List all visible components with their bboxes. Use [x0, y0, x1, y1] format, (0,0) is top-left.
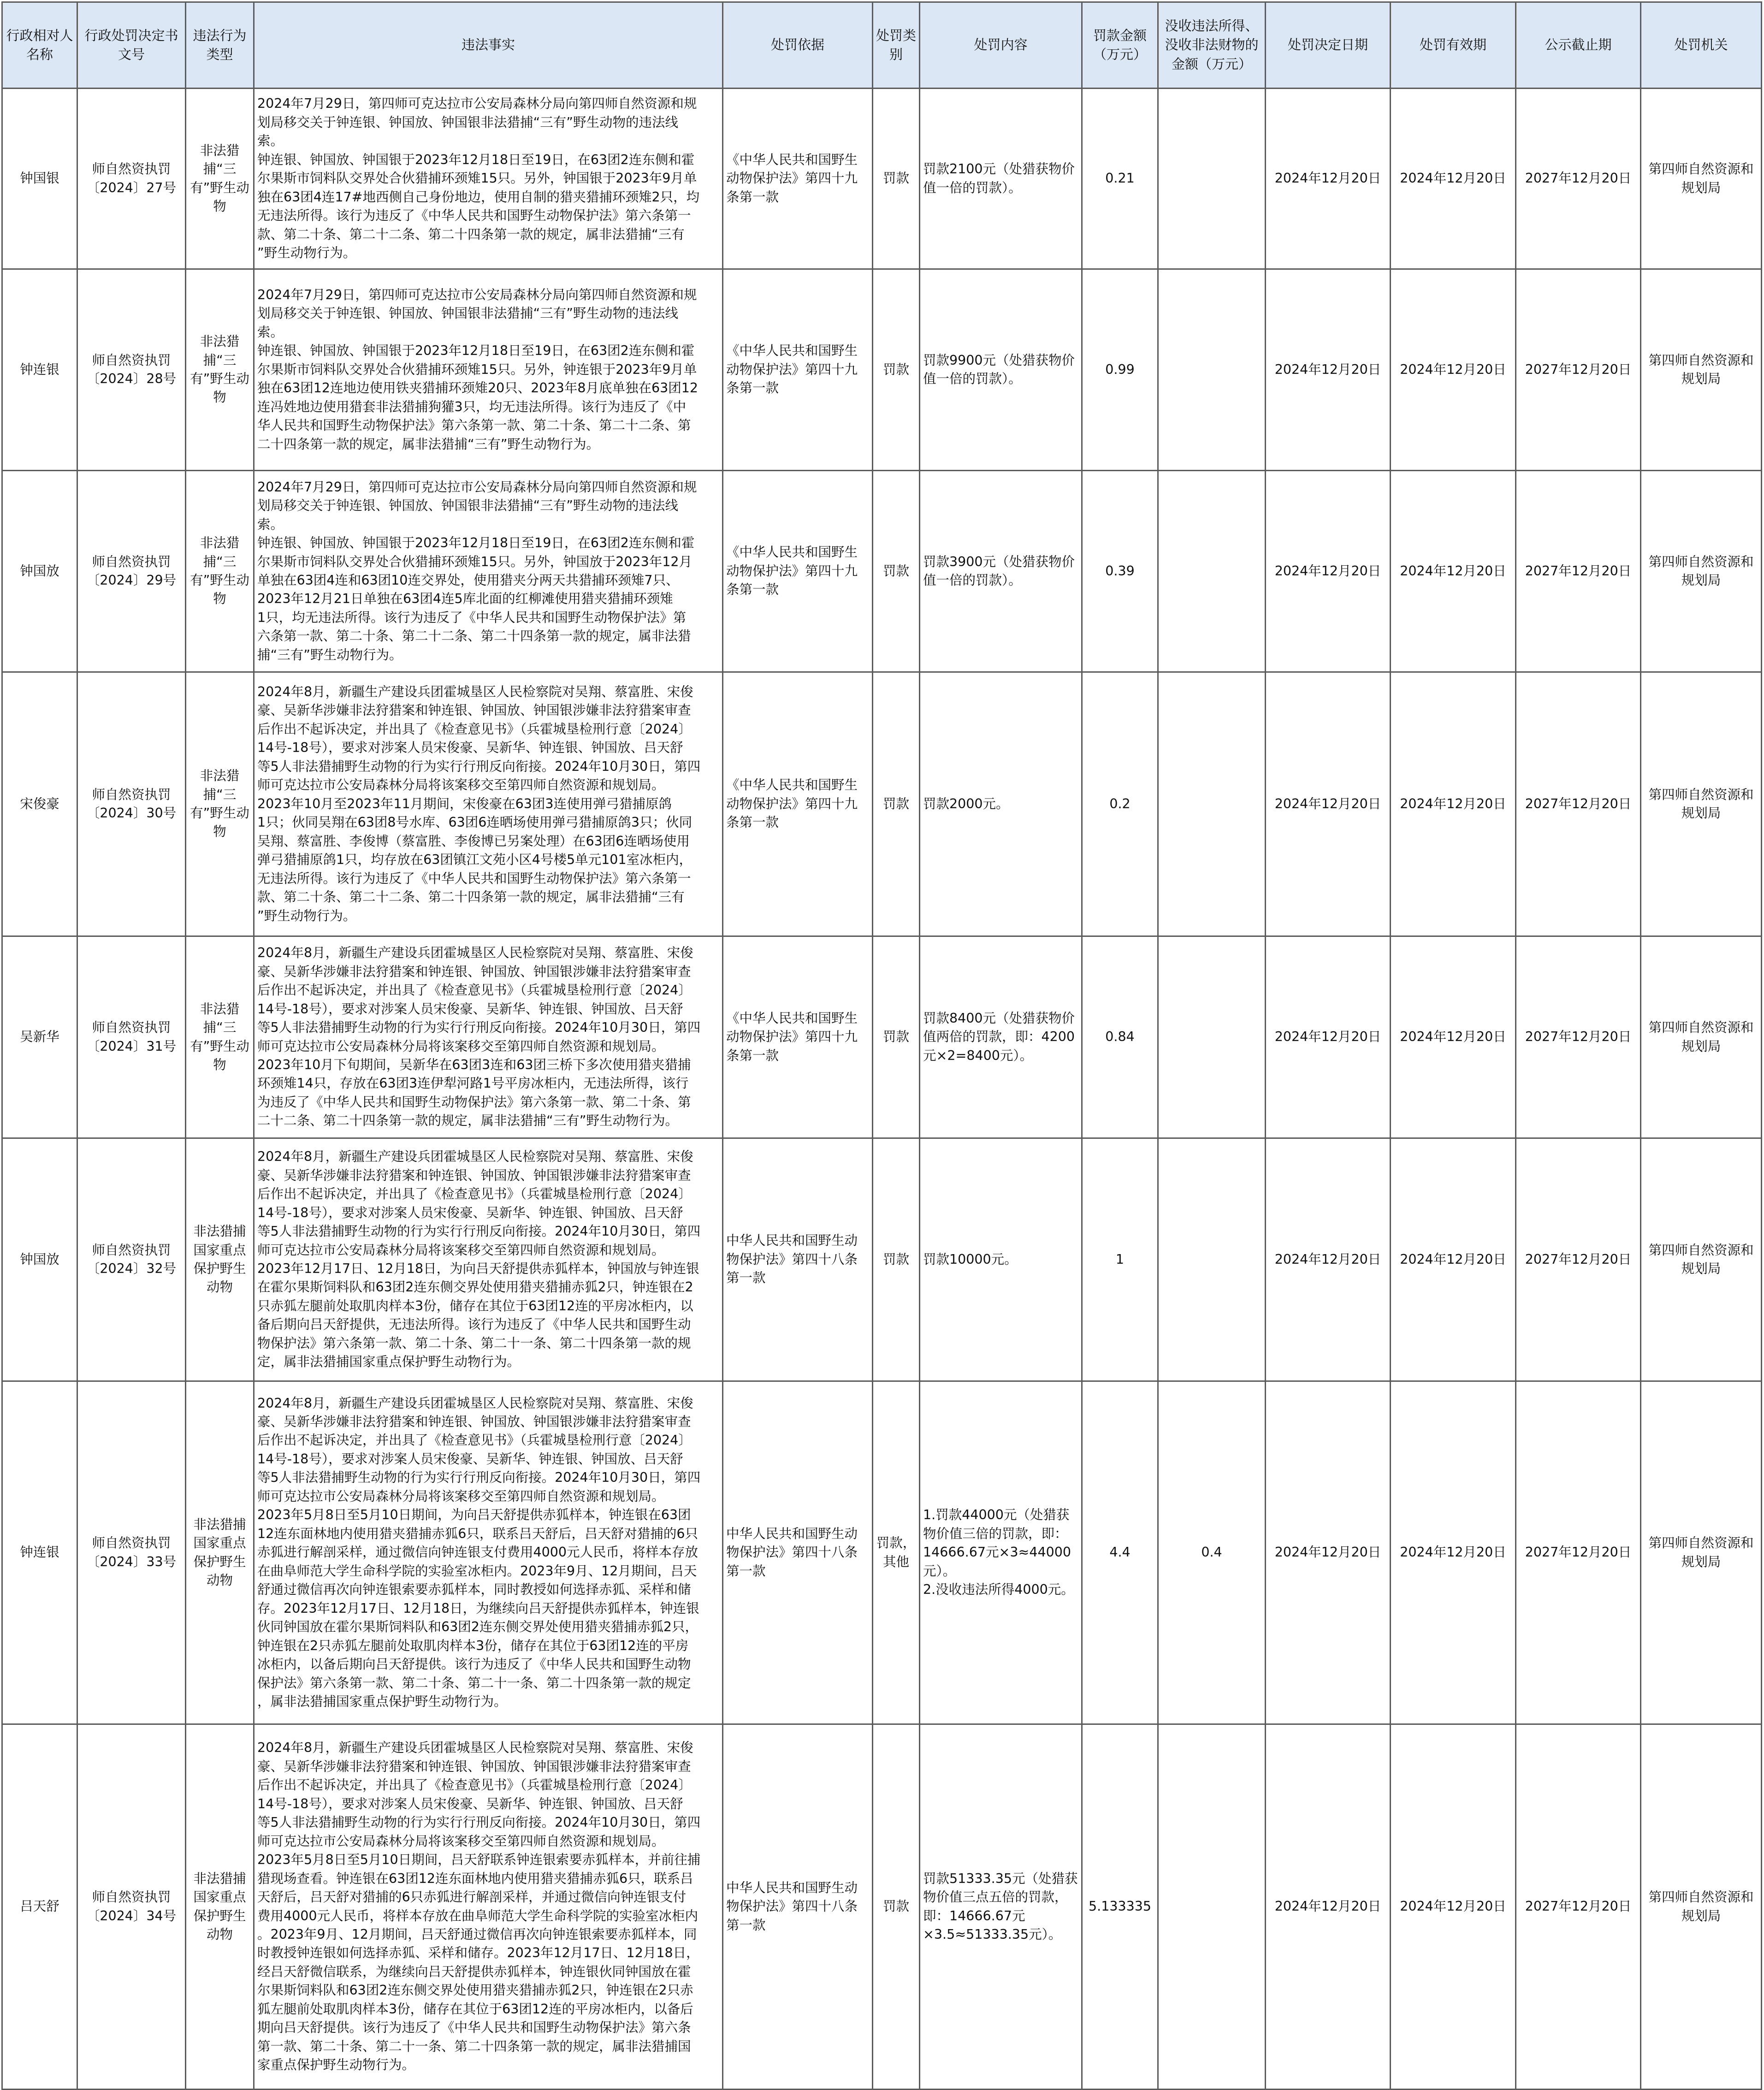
facts-line: 钟连银在2只赤狐左腿前处取肌肉样本3份，储存在其位于63团12连的平房	[257, 1638, 689, 1653]
valid-date-cell: 2024年12月20日	[1391, 1381, 1516, 1724]
facts-line: ”野生动物行为。	[257, 908, 356, 924]
facts-line: 在霍尔果斯饲料队和63团2连东侧交界处使用猎夹猎捕赤狐2只，钟连银在2	[257, 1279, 693, 1295]
violation-type-cell: 非法猎捕“三有”野生动物	[186, 269, 254, 471]
decision-doc-number-cell: 师自然资执罚〔2024〕28号	[77, 269, 186, 471]
facts-line: 冰柜内，以备后期向吕天舒提供。该行为违反了《中华人民共和国野生动物	[257, 1657, 691, 1672]
decision-date-cell: 2024年12月20日	[1266, 1138, 1391, 1381]
decision-date-cell: 2024年12月20日	[1266, 89, 1391, 269]
table-row	[2, 672, 1762, 936]
decision-date-cell: 2024年12月20日	[1266, 1724, 1391, 2090]
penalty-authority-cell: 第四师自然资源和规划局	[1641, 936, 1762, 1138]
decision-doc-number-cell: 师自然资执罚〔2024〕32号	[77, 1138, 186, 1381]
facts-line: 捕“三有”野生动物行为。	[257, 647, 403, 663]
facts-line: 后作出不起诉决定，并出具了《检查意见书》（兵霍城垦检刑行意〔2024〕	[257, 721, 692, 737]
penalty-basis-cell: 《中华人民共和国野生动物保护法》第四十九条第一款	[723, 936, 873, 1138]
facts-line: 2024年7月29日，第四师可克达拉市公安局森林分局向第四师自然资源和规	[257, 96, 697, 112]
penalty-basis-cell: 中华人民共和国野生动物保护法》第四十八条第一款	[723, 1724, 873, 2090]
facts-line: 豪、吴新华涉嫌非法狩猎案和钟连银、钟国放、钟国银涉嫌非法狩猎案审查	[257, 1167, 691, 1183]
facts-line: 等5人非法猎捕野生动物的行为实行行刑反向衔接。2024年10月30日，第四	[257, 1815, 701, 1830]
header-cell: 处罚机关	[1641, 2, 1762, 89]
facts-line: 12连东面林地内使用猎夹猎捕赤狐6只，联系吕天舒后，吕天舒对猎捕的6只	[257, 1526, 698, 1541]
penalty-content-cell: 罚款9900元（处猎获物价值一倍的罚款）。	[920, 269, 1082, 471]
facts-line: 狐左腿前处取肌肉样本3份，储存在其位于63团12连的平房冰柜内，以备后	[257, 2001, 693, 2017]
violation-type-cell: 非法猎捕国家重点保护野生动物	[186, 1138, 254, 1381]
confiscated-amount-cell: 0.4	[1158, 1381, 1266, 1724]
publicity-end-cell: 2027年12月20日	[1516, 936, 1641, 1138]
facts-line: 单独在63团4连和63团10连交界处，使用猎夹分两天共猎捕环颈雉7只、	[257, 573, 679, 588]
facts-line: 在曲阜师范大学生命科学院的实验室冰柜内。2023年9月、12月期间，吕天	[257, 1563, 697, 1579]
facts-line: 。2023年9月、12月期间，吕天舒通过微信再次向钟连银索要赤狐样本，同	[257, 1926, 697, 1942]
decision-date-cell: 2024年12月20日	[1266, 269, 1391, 471]
facts-line: 弹弓猎捕原鸽1只，均存放在63团镇江文苑小区4号楼5单元101室冰柜内，	[257, 852, 693, 868]
publicity-end-cell: 2027年12月20日	[1516, 471, 1641, 672]
publicity-end-cell: 2027年12月20日	[1516, 89, 1641, 269]
facts-line: 2023年10月下旬期间，吴新华在63团3连和63团三桥下多次使用猎夹猎捕	[257, 1057, 691, 1072]
party-name-cell: 钟连银	[2, 269, 77, 471]
facts-line: 师可克达拉市公安局森林分局将该案移交至第四师自然资源和规划局。	[257, 1488, 665, 1504]
penalty-content-cell: 罚款3900元（处猎获物价值一倍的罚款）。	[920, 471, 1082, 672]
header-cell: 处罚类别	[873, 2, 920, 89]
facts-line: 豪、吴新华涉嫌非法狩猎案和钟连银、钟国放、钟国银涉嫌非法狩猎案审查	[257, 703, 691, 718]
facts-line: 豪、吴新华涉嫌非法狩猎案和钟连银、钟国放、钟国银涉嫌非法狩猎案审查	[257, 964, 691, 979]
facts-line: 第一款、第二十条、第二十一条、第二十四条第一款的规定，属非法猎捕国	[257, 2038, 691, 2054]
facts-line: 期向吕天舒提供。该行为违反了《中华人民共和国野生动物保护法》第六条	[257, 2020, 691, 2036]
facts-line: 吴翔、蔡富胜、李俊博（蔡富胜、李俊博已另案处理）在63团6连晒场使用	[257, 833, 690, 849]
decision-doc-number-cell: 师自然资执罚〔2024〕31号	[77, 936, 186, 1138]
facts-line: 划局移交关于钟连银、钟国放、钟国银非法猎捕“三有”野生动物的违法线	[257, 114, 679, 130]
facts-line: 后作出不起诉决定，并出具了《检查意见书》（兵霍城垦检刑行意〔2024〕	[257, 1186, 692, 1202]
facts-line: 2024年7月29日，第四师可克达拉市公安局森林分局向第四师自然资源和规	[257, 479, 697, 495]
penalty-category-cell: 罚款	[873, 89, 920, 269]
penalty-authority-cell: 第四师自然资源和规划局	[1641, 1724, 1762, 2090]
penalty-basis-cell: 《中华人民共和国野生动物保护法》第四十九条第一款	[723, 269, 873, 471]
penalty-authority-cell: 第四师自然资源和规划局	[1641, 672, 1762, 936]
header-cell: 处罚决定日期	[1266, 2, 1391, 89]
violation-type-cell: 非法猎捕“三有”野生动物	[186, 936, 254, 1138]
table-row	[2, 1724, 1762, 2090]
fine-amount-cell: 0.21	[1082, 89, 1158, 269]
valid-date-cell: 2024年12月20日	[1391, 471, 1516, 672]
penalty-basis-cell: 《中华人民共和国野生动物保护法》第四十九条第一款	[723, 471, 873, 672]
facts-line: 2024年8月，新疆生产建设兵团霍城垦区人民检察院对吴翔、蔡富胜、宋俊	[257, 1149, 693, 1165]
facts-line: 后作出不起诉决定，并出具了《检查意见书》（兵霍城垦检刑行意〔2024〕	[257, 1433, 692, 1448]
fine-amount-cell: 5.133335	[1082, 1724, 1158, 2090]
facts-line: 尔果斯市饲料队交界处合伙猎捕环颈雉15只。另外，钟国放于2023年12月	[257, 554, 693, 569]
penalty-content-cell: 罚款8400元（处猎获物价值两倍的罚款，即：4200元×2=8400元）。	[920, 936, 1082, 1138]
table-row	[2, 1381, 1762, 1724]
facts-line: 2023年12月21日单独在63团4连5库北面的红柳滩使用猎夹猎捕环颈雉	[257, 591, 673, 607]
facts-line: 定，属非法猎捕国家重点保护野生动物行为。	[257, 1354, 521, 1370]
decision-date-cell: 2024年12月20日	[1266, 471, 1391, 672]
table-row	[2, 1138, 1762, 1381]
violation-facts-cell	[254, 672, 723, 936]
facts-line: 索。	[257, 324, 284, 340]
publicity-end-cell: 2027年12月20日	[1516, 1724, 1641, 2090]
facts-line: 14号-18号），要求对涉案人员宋俊豪、吴新华、钟连银、钟国放、吕天舒	[257, 1796, 683, 1812]
penalty-basis-cell: 中华人民共和国野生动物保护法》第四十八条第一款	[723, 1138, 873, 1381]
header-cell: 处罚内容	[920, 2, 1082, 89]
header-row	[2, 2, 1762, 89]
facts-line: 保护法》第六条第一款、第二十条、第二十一条、第二十四条第一款的规定	[257, 1675, 691, 1691]
fine-amount-cell: 0.99	[1082, 269, 1158, 471]
facts-line: 华人民共和国野生动物保护法》第六条第一款、第二十条、第二十二条、第	[257, 418, 691, 433]
facts-line: 费用4000元人民币，将样本存放在曲阜师范大学生命科学院的实验室冰柜内	[257, 1908, 698, 1924]
valid-date-cell: 2024年12月20日	[1391, 1724, 1516, 2090]
facts-line: 独在63团4连17#地西侧自己身份地边，使用自制的猎夹猎捕环颈雉2只，均	[257, 189, 700, 205]
violation-facts-cell	[254, 89, 723, 269]
facts-line: 只赤狐左腿前处取肌肉样本3份，储存在其位于63团12连的平房冰柜内，以	[257, 1298, 693, 1314]
penalty-authority-cell: 第四师自然资源和规划局	[1641, 269, 1762, 471]
confiscated-amount-cell	[1158, 936, 1266, 1138]
valid-date-cell: 2024年12月20日	[1391, 269, 1516, 471]
facts-line: 款、第二十条、第二十二条、第二十四条第一款的规定，属非法猎捕“三有	[257, 226, 685, 242]
violation-type-cell: 非法猎捕“三有”野生动物	[186, 89, 254, 269]
facts-line: 尔果斯饲料队和63团2连东侧交界处使用猎夹猎捕赤狐2只，钟连银在2只赤	[257, 1983, 693, 1998]
penalty-content-cell: 1.罚款44000元（处猎获物价值三倍的罚款，即：14666.67元×3≈44000元）。 2.没收违法所得4000元。	[920, 1381, 1082, 1724]
penalty-category-cell: 罚款	[873, 1138, 920, 1381]
valid-date-cell: 2024年12月20日	[1391, 936, 1516, 1138]
facts-line: 14号-18号），要求对涉案人员宋俊豪、吴新华、钟连银、钟国放、吕天舒	[257, 1451, 683, 1467]
penalty-content-cell: 罚款51333.35元（处猎获物价值三点五倍的罚款，即：14666.67元×3.5≈51333.35元）。	[920, 1724, 1082, 2090]
violation-type-cell: 非法猎捕国家重点保护野生动物	[186, 1381, 254, 1724]
facts-line: 等5人非法猎捕野生动物的行为实行行刑反向衔接。2024年10月30日，第四	[257, 758, 701, 774]
table-row	[2, 269, 1762, 471]
facts-line: 师可克达拉市公安局森林分局将该案移交至第四师自然资源和规划局。	[257, 777, 665, 793]
penalty-basis-cell: 中华人民共和国野生动物保护法》第四十八条第一款	[723, 1381, 873, 1724]
party-name-cell: 钟国放	[2, 1138, 77, 1381]
facts-line: 经吕天舒微信联系，为继续向吕天舒提供赤狐样本，钟连银伙同钟国放在霍	[257, 1964, 691, 1979]
facts-line: 2024年8月，新疆生产建设兵团霍城垦区人民检察院对吴翔、蔡富胜、宋俊	[257, 1740, 693, 1756]
violation-facts-cell	[254, 1138, 723, 1381]
fine-amount-cell: 1	[1082, 1138, 1158, 1381]
penalty-authority-cell: 第四师自然资源和规划局	[1641, 1381, 1762, 1724]
facts-line: 索。	[257, 133, 284, 149]
facts-line: 钟连银、钟国放、钟国银于2023年12月18日至19日，在63团2连东侧和霍	[257, 152, 695, 167]
decision-doc-number-cell: 师自然资执罚〔2024〕29号	[77, 471, 186, 672]
facts-line: 14号-18号），要求对涉案人员宋俊豪、吴新华、钟连银、钟国放、吕天舒	[257, 740, 683, 756]
facts-line: 师可克达拉市公安局森林分局将该案移交至第四师自然资源和规划局。	[257, 1833, 665, 1849]
penalty-content-cell: 罚款10000元。	[920, 1138, 1082, 1381]
publicity-end-cell: 2027年12月20日	[1516, 672, 1641, 936]
penalty-category-cell: 罚款	[873, 936, 920, 1138]
fine-amount-cell: 0.39	[1082, 471, 1158, 672]
facts-line: 二十二条、第二十四条第一款的规定，属非法猎捕“三有”野生动物行为。	[257, 1113, 679, 1129]
facts-line: 独在63团12连地边使用铁夹猎捕环颈雉20只、2023年8月底单独在63团12	[257, 380, 698, 396]
facts-line: 2024年7月29日，第四师可克达拉市公安局森林分局向第四师自然资源和规	[257, 287, 697, 302]
publicity-end-cell: 2027年12月20日	[1516, 1138, 1641, 1381]
facts-line: 划局移交关于钟连银、钟国放、钟国银非法猎捕“三有”野生动物的违法线	[257, 306, 679, 321]
table-row	[2, 89, 1762, 269]
valid-date-cell: 2024年12月20日	[1391, 1138, 1516, 1381]
confiscated-amount-cell	[1158, 89, 1266, 269]
facts-line: 物保护法》第六条第一款、第二十条、第二十一条、第二十四条第一款的规	[257, 1335, 691, 1351]
party-name-cell: 钟国银	[2, 89, 77, 269]
confiscated-amount-cell	[1158, 1724, 1266, 2090]
facts-line: 家重点保护野生动物行为。	[257, 2057, 415, 2073]
party-name-cell: 钟国放	[2, 471, 77, 672]
table-row	[2, 936, 1762, 1138]
facts-line: 索。	[257, 516, 284, 532]
facts-line: 14号-18号），要求对涉案人员宋俊豪、吴新华、钟连银、钟国放、吕天舒	[257, 1001, 683, 1017]
facts-line: 师可克达拉市公安局森林分局将该案移交至第四师自然资源和规划局。	[257, 1242, 665, 1258]
fine-amount-cell: 0.84	[1082, 936, 1158, 1138]
violation-facts-cell	[254, 1724, 723, 2090]
facts-line: 存。2023年12月17日、12月18日，为继续向吕天舒提供赤狐样本，钟连银	[257, 1600, 699, 1616]
penalty-category-cell: 罚款	[873, 672, 920, 936]
decision-doc-number-cell: 师自然资执罚〔2024〕34号	[77, 1724, 186, 2090]
party-name-cell: 吴新华	[2, 936, 77, 1138]
confiscated-amount-cell	[1158, 672, 1266, 936]
violation-type-cell: 非法猎捕“三有”野生动物	[186, 471, 254, 672]
facts-line: 备后期向吕天舒提供，无违法所得。该行为违反了《中华人民共和国野生动	[257, 1317, 691, 1332]
violation-type-cell: 非法猎捕国家重点保护野生动物	[186, 1724, 254, 2090]
facts-line: 钟连银、钟国放、钟国银于2023年12月18日至19日，在63团2连东侧和霍	[257, 343, 695, 359]
valid-date-cell: 2024年12月20日	[1391, 672, 1516, 936]
facts-line: 无违法所得。该行为违反了《中华人民共和国野生动物保护法》第六条第一	[257, 208, 691, 224]
fine-amount-cell: 4.4	[1082, 1381, 1158, 1724]
facts-line: 1只；伙同吴翔在63团8号水库、63团6连晒场使用弹弓猎捕原鸽3只；伙同	[257, 815, 693, 830]
penalty-content-cell: 罚款2100元（处猎获物价值一倍的罚款）。	[920, 89, 1082, 269]
header-cell: 罚款金额（万元）	[1082, 2, 1158, 89]
decision-date-cell: 2024年12月20日	[1266, 672, 1391, 936]
facts-line: 无违法所得。该行为违反了《中华人民共和国野生动物保护法》第六条第一	[257, 870, 691, 886]
penalty-category-cell: 罚款，其他	[873, 1381, 920, 1724]
publicity-end-cell: 2027年12月20日	[1516, 1381, 1641, 1724]
decision-date-cell: 2024年12月20日	[1266, 936, 1391, 1138]
party-name-cell: 宋俊豪	[2, 672, 77, 936]
facts-line: 伙同钟国放在霍尔果斯饲料队和63团2连东侧交界处使用猎夹猎捕赤狐2只，	[257, 1619, 698, 1635]
facts-line: 时教授钟连银如何选择赤狐、采样和储存。2023年12月17日、12月18日，	[257, 1945, 699, 1961]
penalty-category-cell: 罚款	[873, 269, 920, 471]
facts-line: 1只，均无违法所得。该行为违反了《中华人民共和国野生动物保护法》第	[257, 610, 687, 625]
valid-date-cell: 2024年12月20日	[1391, 89, 1516, 269]
party-name-cell: 吕天舒	[2, 1724, 77, 2090]
facts-line: 尔果斯市饲料队交界处合伙猎捕环颈雉15只。另外，钟连银于2023年9月单	[257, 361, 697, 377]
facts-line: 钟连银、钟国放、钟国银于2023年12月18日至19日，在63团2连东侧和霍	[257, 535, 695, 551]
decision-doc-number-cell: 师自然资执罚〔2024〕30号	[77, 672, 186, 936]
penalty-basis-cell: 《中华人民共和国野生动物保护法》第四十九条第一款	[723, 672, 873, 936]
facts-line: 天舒后，吕天舒对猎捕的6只赤狐进行解剖采样，并通过微信向钟连银支付	[257, 1889, 687, 1905]
facts-line: 2024年8月，新疆生产建设兵团霍城垦区人民检察院对吴翔、蔡富胜、宋俊	[257, 1395, 693, 1411]
penalty-category-cell: 罚款	[873, 471, 920, 672]
facts-line: 环颈雉14只，存放在63团3连伊犁河路1号平房冰柜内，无违法所得，该行	[257, 1076, 689, 1091]
facts-line: 等5人非法猎捕野生动物的行为实行行刑反向衔接。2024年10月30日，第四	[257, 1224, 701, 1239]
penalty-authority-cell: 第四师自然资源和规划局	[1641, 89, 1762, 269]
facts-line: 款、第二十条、第二十二条、第二十四条第一款的规定，属非法猎捕“三有	[257, 889, 685, 905]
facts-line: 二十四条第一款的规定，属非法猎捕“三有”野生动物行为。	[257, 436, 600, 452]
confiscated-amount-cell	[1158, 269, 1266, 471]
header-cell: 处罚依据	[723, 2, 873, 89]
violation-type-cell: 非法猎捕“三有”野生动物	[186, 672, 254, 936]
header-cell: 公示截止期	[1516, 2, 1641, 89]
confiscated-amount-cell	[1158, 1138, 1266, 1381]
facts-line: 师可克达拉市公安局森林分局将该案移交至第四师自然资源和规划局。	[257, 1038, 665, 1054]
confiscated-amount-cell	[1158, 471, 1266, 672]
facts-line: 豪、吴新华涉嫌非法狩猎案和钟连银、钟国放、钟国银涉嫌非法狩猎案审查	[257, 1758, 691, 1774]
fine-amount-cell: 0.2	[1082, 672, 1158, 936]
facts-line: 等5人非法猎捕野生动物的行为实行行刑反向衔接。2024年10月30日，第四	[257, 1020, 701, 1036]
facts-line: 2024年8月，新疆生产建设兵团霍城垦区人民检察院对吴翔、蔡富胜、宋俊	[257, 945, 693, 961]
header-cell: 行政相对人名称	[2, 2, 77, 89]
facts-line: 为违反了《中华人民共和国野生动物保护法》第六条第一款、第二十条、第	[257, 1094, 691, 1110]
header-cell: 处罚有效期	[1391, 2, 1516, 89]
facts-line: 2024年8月，新疆生产建设兵团霍城垦区人民检察院对吴翔、蔡富胜、宋俊	[257, 684, 693, 699]
header-cell: 行政处罚决定书文号	[77, 2, 186, 89]
party-name-cell: 钟连银	[2, 1381, 77, 1724]
violation-facts-cell	[254, 471, 723, 672]
table-row	[2, 471, 1762, 672]
facts-line: 猎现场查看。钟连银在63团12连东面林地内使用猎夹猎捕赤狐6只，联系吕	[257, 1871, 693, 1886]
facts-line: 连冯姓地边使用猎套非法猎捕狗獾3只，均无违法所得。该行为违反了《中	[257, 399, 687, 414]
header-cell: 违法事实	[254, 2, 723, 89]
facts-line: ”野生动物行为。	[257, 245, 356, 261]
penalty-content-cell: 罚款2000元。	[920, 672, 1082, 936]
decision-date-cell: 2024年12月20日	[1266, 1381, 1391, 1724]
penalty-category-cell: 罚款	[873, 1724, 920, 2090]
facts-line: 后作出不起诉决定，并出具了《检查意见书》（兵霍城垦检刑行意〔2024〕	[257, 983, 692, 998]
header-cell: 没收违法所得、没收非法财物的金额（万元）	[1158, 2, 1266, 89]
facts-line: 六条第一款、第二十条、第二十二条、第二十四条第一款的规定，属非法猎	[257, 628, 691, 644]
penalty-basis-cell: 《中华人民共和国野生动物保护法》第四十九条第一款	[723, 89, 873, 269]
facts-line: 划局移交关于钟连银、钟国放、钟国银非法猎捕“三有”野生动物的违法线	[257, 498, 679, 514]
facts-line: 等5人非法猎捕野生动物的行为实行行刑反向衔接。2024年10月30日，第四	[257, 1470, 701, 1486]
decision-doc-number-cell: 师自然资执罚〔2024〕33号	[77, 1381, 186, 1724]
violation-facts-cell	[254, 1381, 723, 1724]
facts-line: 2023年10月至2023年11月期间，宋俊豪在63团3连使用弹弓猎捕原鸽	[257, 796, 672, 811]
publicity-end-cell: 2027年12月20日	[1516, 269, 1641, 471]
facts-line: 尔果斯市饲料队交界处合伙猎捕环颈雉15只。另外，钟国银于2023年9月单	[257, 171, 697, 186]
facts-line: 后作出不起诉决定，并出具了《检查意见书》（兵霍城垦检刑行意〔2024〕	[257, 1777, 692, 1793]
decision-doc-number-cell: 师自然资执罚〔2024〕27号	[77, 89, 186, 269]
facts-line: 14号-18号），要求对涉案人员宋俊豪、吴新华、钟连银、钟国放、吕天舒	[257, 1205, 683, 1220]
facts-line: 舒通过微信再次向钟连银索要赤狐样本，同时教授如何选择赤狐、采样和储	[257, 1582, 691, 1598]
penalty-table	[1, 1, 1762, 2090]
violation-facts-cell	[254, 936, 723, 1138]
facts-line: 豪、吴新华涉嫌非法狩猎案和钟连银、钟国放、钟国银涉嫌非法狩猎案审查	[257, 1414, 691, 1429]
penalty-authority-cell: 第四师自然资源和规划局	[1641, 1138, 1762, 1381]
penalty-authority-cell: 第四师自然资源和规划局	[1641, 471, 1762, 672]
facts-line: 2023年12月17日、12月18日，为向吕天舒提供赤狐样本，钟国放与钟连银	[257, 1261, 699, 1276]
facts-line: 2023年5月8日至5月10日期间，为向吕天舒提供赤狐样本，钟连银在63团	[257, 1507, 691, 1523]
header-cell: 违法行为类型	[186, 2, 254, 89]
facts-line: ，属非法猎捕国家重点保护野生动物行为。	[257, 1694, 507, 1710]
facts-line: 赤狐进行解剖采样，通过微信向钟连银支付费用4000元人民币，将样本存放	[257, 1545, 698, 1560]
violation-facts-cell	[254, 269, 723, 471]
facts-line: 2023年5月8日至5月10日期间，吕天舒联系钟连银索要赤狐样本，并前往捕	[257, 1852, 701, 1868]
